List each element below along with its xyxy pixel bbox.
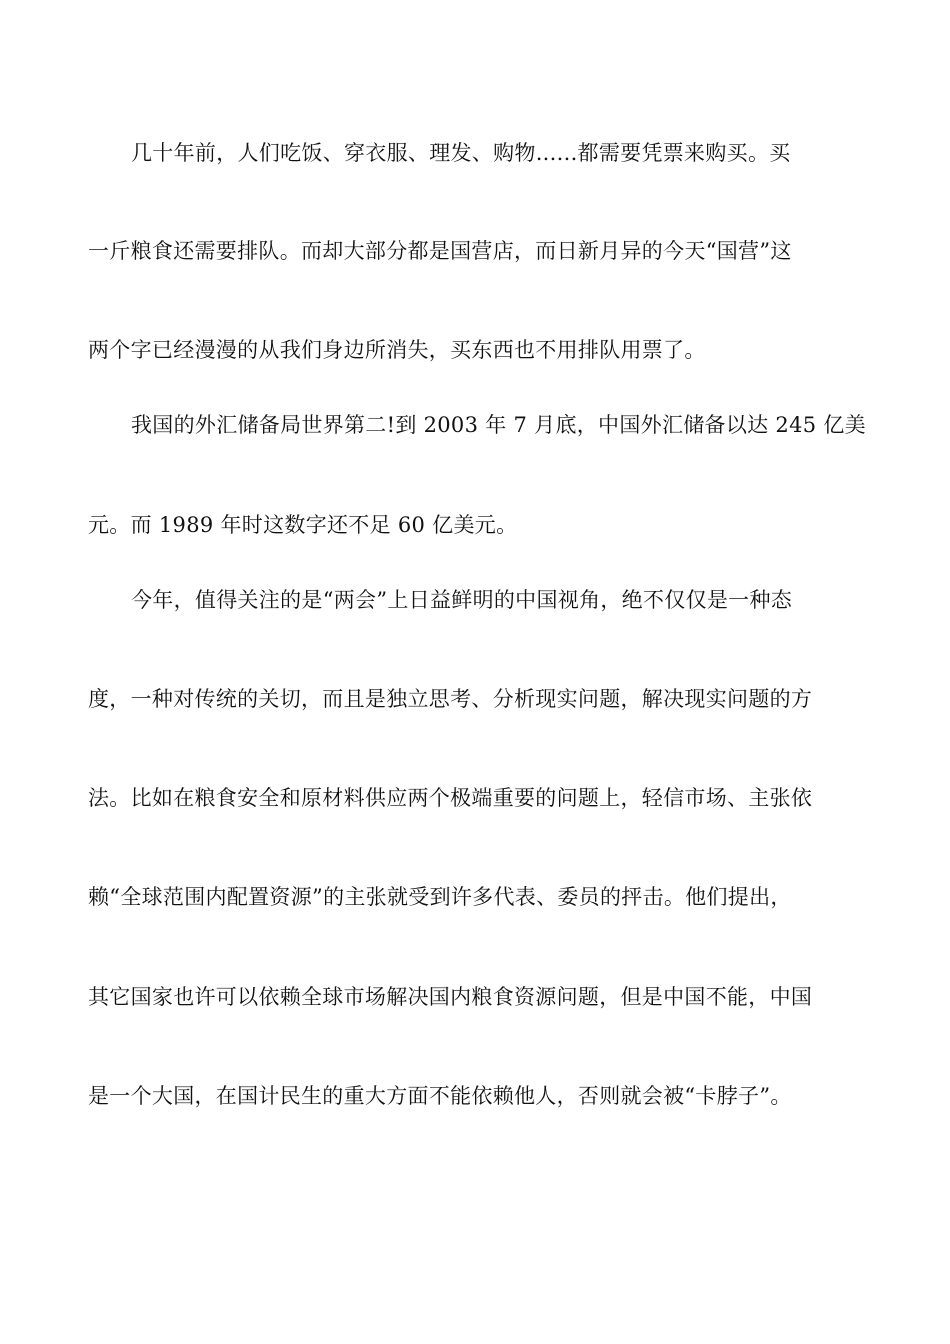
paragraph-2-line-1: 我国的外汇储备局世界第二!到 2003 年 7 月底，中国外汇储备以达 245 亿美 xyxy=(131,413,866,437)
paragraph-3-line-1: 今年，值得关注的是“两会”上日益鲜明的中国视角，绝不仅仅是一种态 xyxy=(131,588,793,612)
paragraph-3-line-3: 法。比如在粮食安全和原材料供应两个极端重要的问题上，轻信市场、主张依 xyxy=(88,786,813,810)
paragraph-2-line-2: 元。而 1989 年时这数字还不足 60 亿美元。 xyxy=(88,513,518,537)
paragraph-3-line-2: 度，一种对传统的关切，而且是独立思考、分析现实问题，解决现实问题的方 xyxy=(88,687,813,711)
paragraph-1-line-3: 两个字已经漫漫的从我们身边所消失，买东西也不用排队用票了。 xyxy=(88,338,706,362)
paragraph-3-line-4: 赖“全球范围内配置资源”的主张就受到许多代表、委员的抨击。他们提出， xyxy=(88,885,792,909)
paragraph-1-line-2: 一斤粮食还需要排队。而却大部分都是国营店，而日新月异的今天“国营”这 xyxy=(88,239,792,263)
paragraph-1-line-1: 几十年前，人们吃饭、穿衣服、理发、购物......都需要凭票来购买。买 xyxy=(131,141,791,165)
paragraph-3-line-5: 其它国家也许可以依赖全球市场解决国内粮食资源问题，但是中国不能，中国 xyxy=(88,985,813,1009)
paragraph-3-line-6: 是一个大国，在国计民生的重大方面不能依赖他人，否则就会被“卡脖子”。 xyxy=(88,1084,792,1108)
